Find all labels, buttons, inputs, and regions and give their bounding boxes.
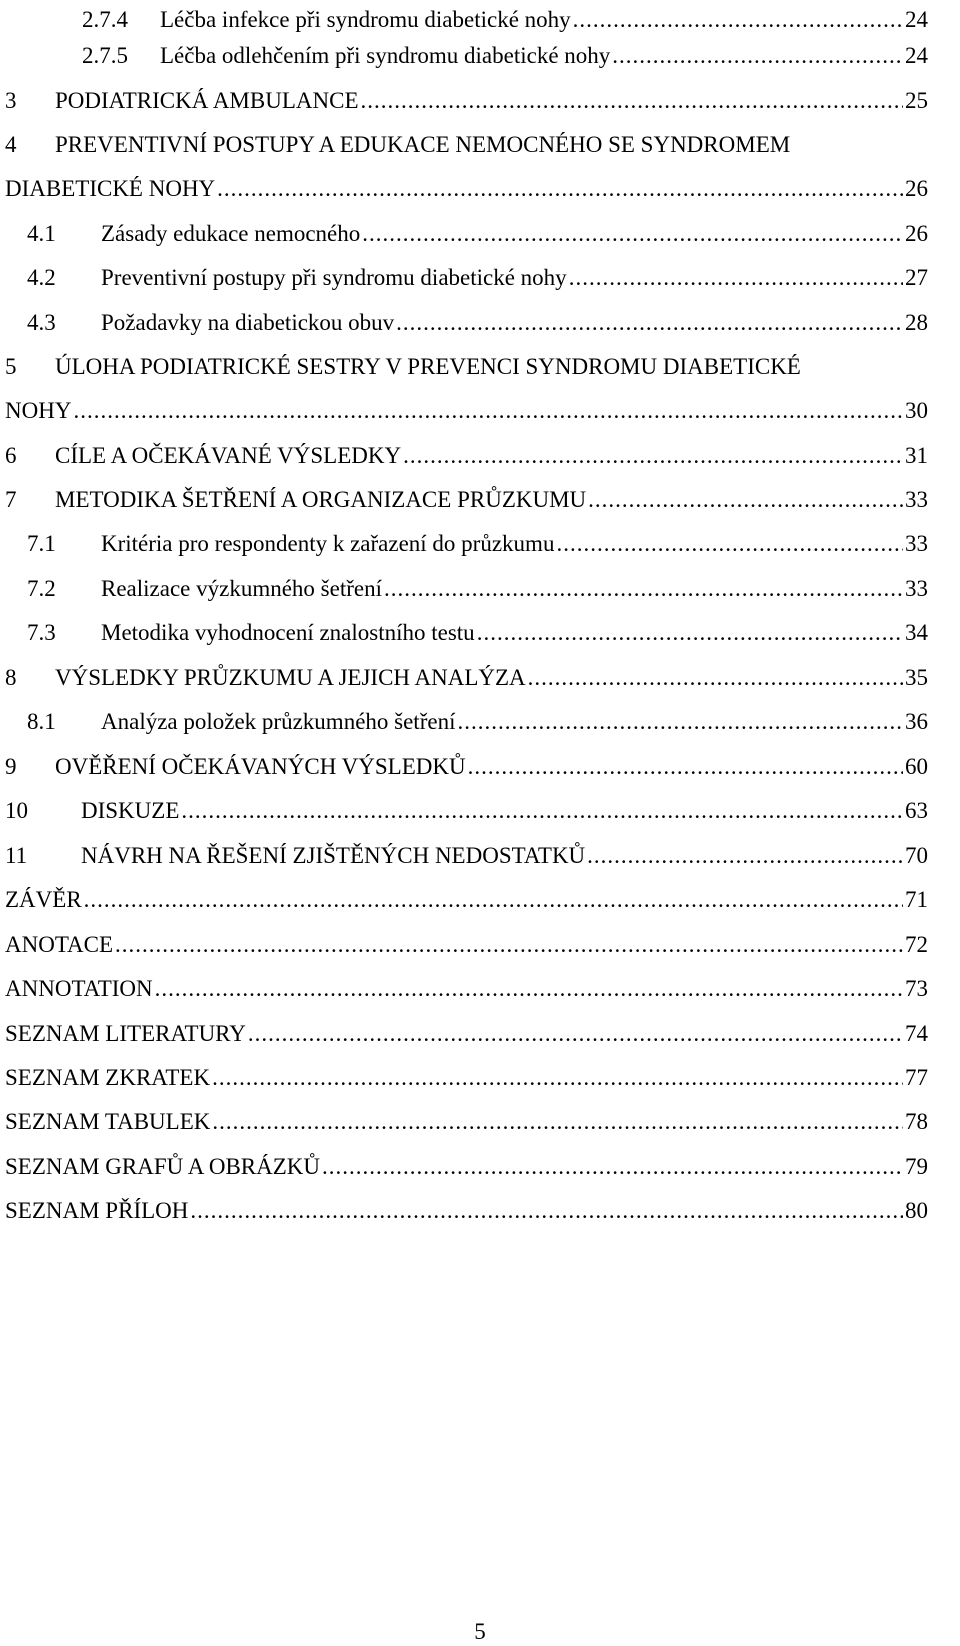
toc-entry[interactable] — [27, 708, 928, 736]
toc-entry[interactable] — [5, 1064, 928, 1092]
toc-entry-page: 73 — [905, 976, 928, 1001]
toc-entry-number: 8.1 — [27, 709, 56, 734]
toc-entry[interactable] — [5, 886, 928, 914]
toc-entry-page: 24 — [905, 7, 928, 32]
toc-entry-title: METODIKA ŠETŘENÍ A ORGANIZACE PRŮZKUMU — [55, 487, 587, 512]
toc-entry-number: 2.7.4 — [82, 7, 128, 32]
toc-entry-title: ZÁVĚR — [5, 887, 82, 912]
toc-dot-leader — [115, 931, 903, 959]
toc-entry-page: 35 — [905, 665, 928, 690]
toc-entry[interactable] — [5, 1197, 928, 1225]
toc-entry-title: SEZNAM PŘÍLOH — [5, 1198, 189, 1223]
toc-dot-leader — [322, 1153, 903, 1181]
toc-entry[interactable] — [5, 975, 928, 1003]
toc-entry-title: Léčba infekce při syndromu diabetické nohy — [160, 7, 571, 32]
toc-entry-title: DISKUZE — [81, 798, 180, 823]
toc-entry-page: 33 — [905, 576, 928, 601]
toc-entry[interactable] — [5, 931, 928, 959]
toc-entry[interactable] — [82, 6, 928, 34]
toc-entry-page: 24 — [905, 43, 928, 68]
toc-entry-page: 28 — [905, 310, 928, 335]
toc-entry-page: 78 — [905, 1109, 928, 1134]
toc-entry[interactable] — [5, 842, 928, 870]
toc-dot-leader — [212, 1108, 903, 1136]
toc-entry[interactable] — [5, 753, 928, 781]
toc-entry-number: 10 — [5, 798, 28, 823]
toc-entry-title: CÍLE A OČEKÁVANÉ VÝSLEDKY — [55, 443, 402, 468]
toc-entry-page: 60 — [905, 754, 928, 779]
toc-entry-title: SEZNAM LITERATURY — [5, 1021, 246, 1046]
toc-dot-leader — [569, 264, 903, 292]
toc-dot-leader — [396, 309, 903, 337]
toc-entry[interactable] — [5, 1108, 928, 1136]
toc-entry-first-line[interactable] — [5, 131, 928, 159]
toc-entry-number: 7 — [5, 487, 17, 512]
toc-dot-leader — [468, 753, 903, 781]
toc-entry-page: 71 — [905, 887, 928, 912]
toc-entry-title: SEZNAM GRAFŮ A OBRÁZKŮ — [5, 1154, 321, 1179]
toc-entry[interactable] — [27, 220, 928, 248]
toc-entry-title: VÝSLEDKY PRŮZKUMU A JEJICH ANALÝZA — [55, 665, 526, 690]
toc-dot-leader — [84, 886, 903, 914]
toc-entry[interactable] — [5, 1020, 928, 1048]
toc-dot-leader — [477, 619, 903, 647]
toc-entry-page: 27 — [905, 265, 928, 290]
toc-entry-title: Analýza položek průzkumného šetření — [101, 709, 456, 734]
toc-entry-title: SEZNAM ZKRATEK — [5, 1065, 211, 1090]
toc-dot-leader — [217, 175, 903, 203]
toc-entry-title: Léčba odlehčením při syndromu diabetické nohy — [160, 43, 611, 68]
toc-entry-title: ÚLOHA PODIATRICKÉ SESTRY V PREVENCI SYNDROMU DIABETICKÉ — [55, 354, 801, 379]
toc-entry-page: 72 — [905, 932, 928, 957]
toc-dot-leader — [155, 975, 903, 1003]
toc-entry-page: 79 — [905, 1154, 928, 1179]
toc-dot-leader — [556, 530, 903, 558]
toc-entry-number: 2.7.5 — [82, 43, 128, 68]
page-number: 5 — [474, 1619, 486, 1644]
toc-dot-leader — [73, 397, 903, 425]
toc-dot-leader — [588, 486, 903, 514]
toc-entry-title: PODIATRICKÁ AMBULANCE — [55, 88, 359, 113]
toc-entry-number: 4.3 — [27, 310, 56, 335]
toc-dot-leader — [612, 42, 903, 70]
toc-entry-title: NÁVRH NA ŘEŠENÍ ZJIŠTĚNÝCH NEDOSTATKŮ — [81, 843, 586, 868]
toc-entry-number: 8 — [5, 665, 17, 690]
toc-entry-number: 4.2 — [27, 265, 56, 290]
toc-dot-leader — [362, 220, 903, 248]
toc-entry-page: 74 — [905, 1021, 928, 1046]
toc-dot-leader — [361, 87, 904, 115]
toc-dot-leader — [587, 842, 903, 870]
toc-entry[interactable] — [5, 87, 928, 115]
toc-entry-page: 34 — [905, 620, 928, 645]
toc-entry-page: 80 — [905, 1198, 928, 1223]
toc-entry-title: Preventivní postupy při syndromu diabetické nohy — [101, 265, 567, 290]
toc-entry-page: 30 — [905, 398, 928, 423]
toc-entry-continuation[interactable] — [5, 175, 928, 203]
toc-entry-page: 25 — [905, 88, 928, 113]
toc-entry-page: 33 — [905, 531, 928, 556]
toc-entry-number: 7.3 — [27, 620, 56, 645]
toc-entry-title: OVĚŘENÍ OČEKÁVANÝCH VÝSLEDKŮ — [55, 754, 466, 779]
toc-entry[interactable] — [27, 619, 928, 647]
toc-entry-page: 31 — [905, 443, 928, 468]
toc-entry[interactable] — [5, 486, 928, 514]
toc-dot-leader — [573, 6, 903, 34]
toc-entry-page: 26 — [905, 176, 928, 201]
toc-entry-page: 70 — [905, 843, 928, 868]
toc-entry-number: 5 — [5, 354, 17, 379]
toc-dot-leader — [190, 1197, 903, 1225]
toc-entry-title-continued: NOHY — [5, 398, 72, 423]
toc-entry-title: Kritéria pro respondenty k zařazení do průzkumu — [101, 531, 555, 556]
toc-entry-number: 4.1 — [27, 221, 56, 246]
toc-entry-page: 63 — [905, 798, 928, 823]
toc-entry[interactable] — [27, 264, 928, 292]
toc-dot-leader — [248, 1020, 903, 1048]
toc-entry-title: Realizace výzkumného šetření — [101, 576, 382, 601]
toc-dot-leader — [212, 1064, 903, 1092]
toc-entry-title: Metodika vyhodnocení znalostního testu — [101, 620, 475, 645]
toc-entry-title: ANNOTATION — [5, 976, 153, 1001]
toc-entry-number: 9 — [5, 754, 17, 779]
toc-entry[interactable] — [27, 575, 928, 603]
toc-entry[interactable] — [27, 530, 928, 558]
toc-entry-title: Zásady edukace nemocného — [101, 221, 361, 246]
toc-entry-page: 36 — [905, 709, 928, 734]
toc-entry-number: 7.1 — [27, 531, 56, 556]
toc-entry[interactable] — [82, 42, 928, 70]
toc-dot-leader — [181, 797, 903, 825]
toc-entry-first-line[interactable] — [5, 353, 928, 381]
toc-entry-title: ANOTACE — [5, 932, 114, 957]
toc-entry-number: 4 — [5, 132, 17, 157]
toc-dot-leader — [403, 442, 903, 470]
toc-entry[interactable] — [5, 442, 928, 470]
toc-entry-number: 11 — [5, 843, 28, 868]
toc-entry-number: 3 — [5, 88, 17, 113]
toc-dot-leader — [528, 664, 903, 692]
toc-dot-leader — [457, 708, 903, 736]
toc-entry[interactable] — [27, 309, 928, 337]
toc-entry-page: 77 — [905, 1065, 928, 1090]
toc-dot-leader — [384, 575, 903, 603]
toc-entry-title: Požadavky na diabetickou obuv — [101, 310, 395, 335]
toc-entry-number: 7.2 — [27, 576, 56, 601]
toc-entry-page: 33 — [905, 487, 928, 512]
toc-entry[interactable] — [5, 1153, 928, 1181]
toc-entry[interactable] — [5, 797, 928, 825]
toc-entry-continuation[interactable] — [5, 397, 928, 425]
toc-entry-page: 26 — [905, 221, 928, 246]
toc-entry-number: 6 — [5, 443, 17, 468]
toc-entry-title-continued: DIABETICKÉ NOHY — [5, 176, 216, 201]
toc-entry-title: SEZNAM TABULEK — [5, 1109, 211, 1134]
toc-entry-title: PREVENTIVNÍ POSTUPY A EDUKACE NEMOCNÉHO SE SYNDROMEM — [55, 132, 791, 157]
toc-entry[interactable] — [5, 664, 928, 692]
